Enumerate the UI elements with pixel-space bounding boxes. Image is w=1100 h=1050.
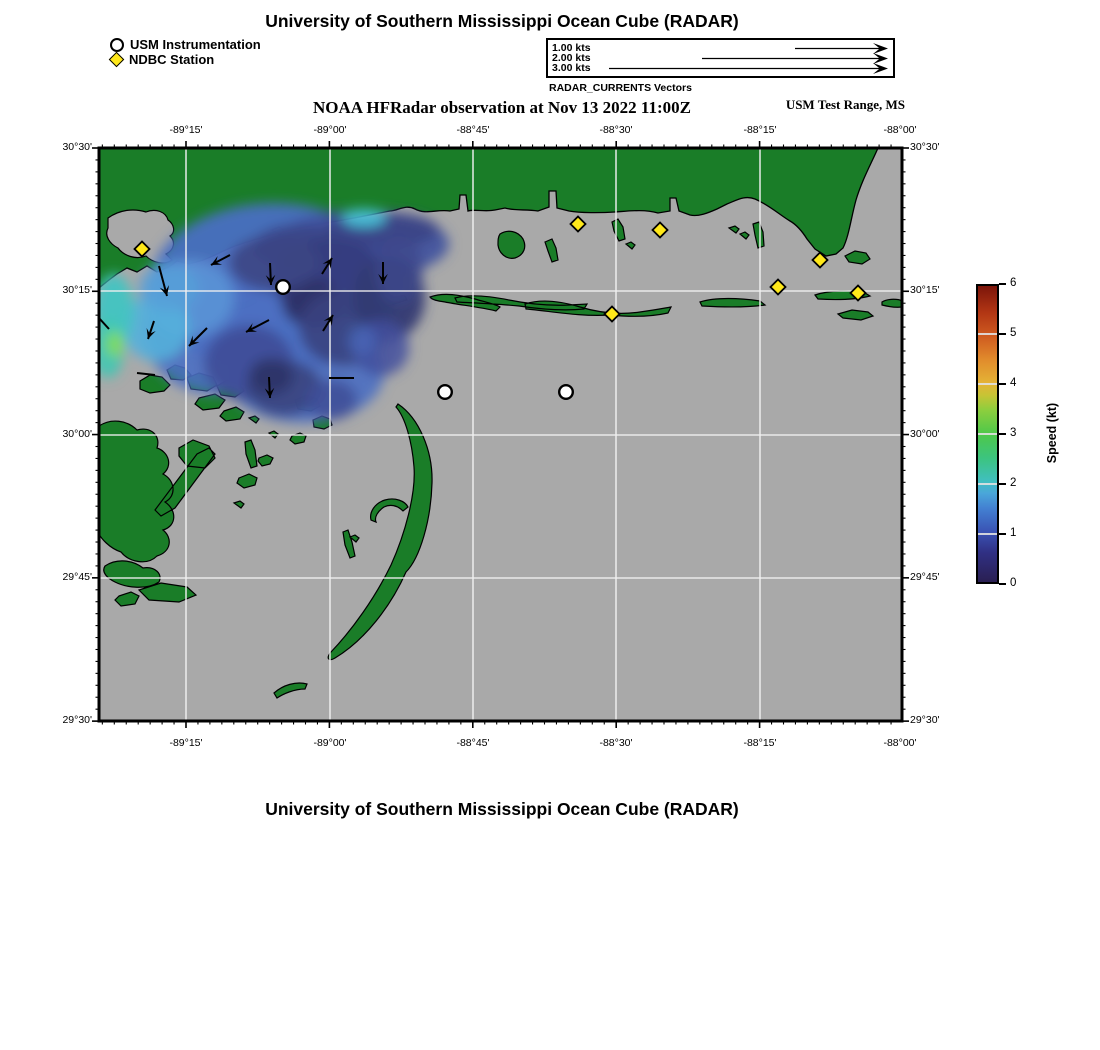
colorbar-axis-label: Speed (kt) [1045, 402, 1059, 464]
y-axis-label: 29°30' [910, 714, 940, 726]
y-axis-label: 30°00' [62, 428, 92, 440]
colorbar-tick [999, 483, 1006, 485]
page-title: University of Southern Mississippi Ocean Cube (RADAR) [265, 11, 739, 31]
vector-scale-box [546, 38, 895, 78]
x-axis-label: -88°45' [456, 124, 490, 136]
x-axis-label: -88°30' [599, 737, 633, 749]
colorbar-gridline [978, 533, 997, 535]
colorbar-tick [999, 283, 1006, 285]
x-axis-label: -88°30' [599, 124, 633, 136]
y-axis-label: 30°15' [62, 284, 92, 296]
y-axis-label: 30°30' [910, 141, 940, 153]
colorbar-gridline [978, 333, 997, 335]
colorbar-tick [999, 383, 1006, 385]
usm-station-marker [559, 385, 573, 399]
colorbar-tick-label: 4 [1010, 376, 1017, 389]
colorbar-tick-label: 1 [1010, 526, 1017, 539]
vector-scale-1kt: 1.00 kts [552, 42, 591, 54]
speed-field-cell [106, 331, 124, 357]
usm-circle-icon [110, 38, 124, 52]
map-subtitle: NOAA HFRadar observation at Nov 13 2022 11:00Z [313, 98, 691, 117]
footer-title: University of Southern Mississippi Ocean Cube (RADAR) [265, 799, 739, 819]
colorbar-tick-label: 0 [1010, 576, 1017, 589]
legend-item-ndbc [110, 52, 261, 67]
y-axis-label: 30°30' [62, 141, 92, 153]
y-axis-label: 29°45' [62, 571, 92, 583]
x-axis-label: -89°15' [169, 737, 203, 749]
usm-station-marker [438, 385, 452, 399]
x-axis-label: -88°45' [456, 737, 490, 749]
x-axis-label: -88°15' [743, 124, 777, 136]
x-axis-label: -88°00' [883, 124, 917, 136]
colorbar-tick [999, 533, 1006, 535]
speed-field-cell [249, 358, 293, 394]
speed-field-cell [139, 264, 199, 312]
colorbar-tick [999, 433, 1006, 435]
vector-scale-2kt: 2.00 kts [552, 52, 591, 64]
test-range-label: USM Test Range, MS [785, 97, 905, 112]
colorbar-tick [999, 333, 1006, 335]
x-axis-label: -88°15' [743, 737, 777, 749]
colorbar-tick-label: 5 [1010, 326, 1017, 339]
colorbar-gridline [978, 383, 997, 385]
legend-item-usm [110, 37, 261, 52]
y-axis-label: 29°30' [62, 714, 92, 726]
speed-field-cell [229, 235, 319, 291]
colorbar-gridline [978, 433, 997, 435]
speed-field-cell [305, 380, 357, 420]
x-axis-label: -89°15' [169, 124, 203, 136]
colorbar-tick-label: 3 [1010, 426, 1017, 439]
ndbc-diamond-icon [109, 52, 125, 68]
usm-station-marker [276, 280, 290, 294]
colorbar-tick-label: 2 [1010, 476, 1017, 489]
legend-label: NDBC Station [129, 52, 215, 67]
y-axis-label: 29°45' [910, 571, 940, 583]
vector-scale-arrows [548, 40, 893, 76]
x-axis-label: -89°00' [313, 737, 347, 749]
y-axis-label: 30°15' [910, 284, 940, 296]
vector-legend-caption: RADAR_CURRENTS Vectors [549, 82, 692, 94]
map-canvas [99, 148, 902, 721]
x-axis-label: -88°00' [883, 737, 917, 749]
vector-scale-3kt: 3.00 kts [552, 62, 591, 74]
speed-field-cell [348, 325, 376, 357]
speed-field-cell [342, 209, 386, 227]
colorbar-tick [999, 583, 1006, 585]
colorbar-tick-label: 6 [1010, 276, 1017, 289]
station-legend [110, 37, 261, 67]
y-axis-label: 30°00' [910, 428, 940, 440]
legend-label: USM Instrumentation [130, 37, 261, 52]
colorbar-gridline [978, 483, 997, 485]
x-axis-label: -89°00' [313, 124, 347, 136]
